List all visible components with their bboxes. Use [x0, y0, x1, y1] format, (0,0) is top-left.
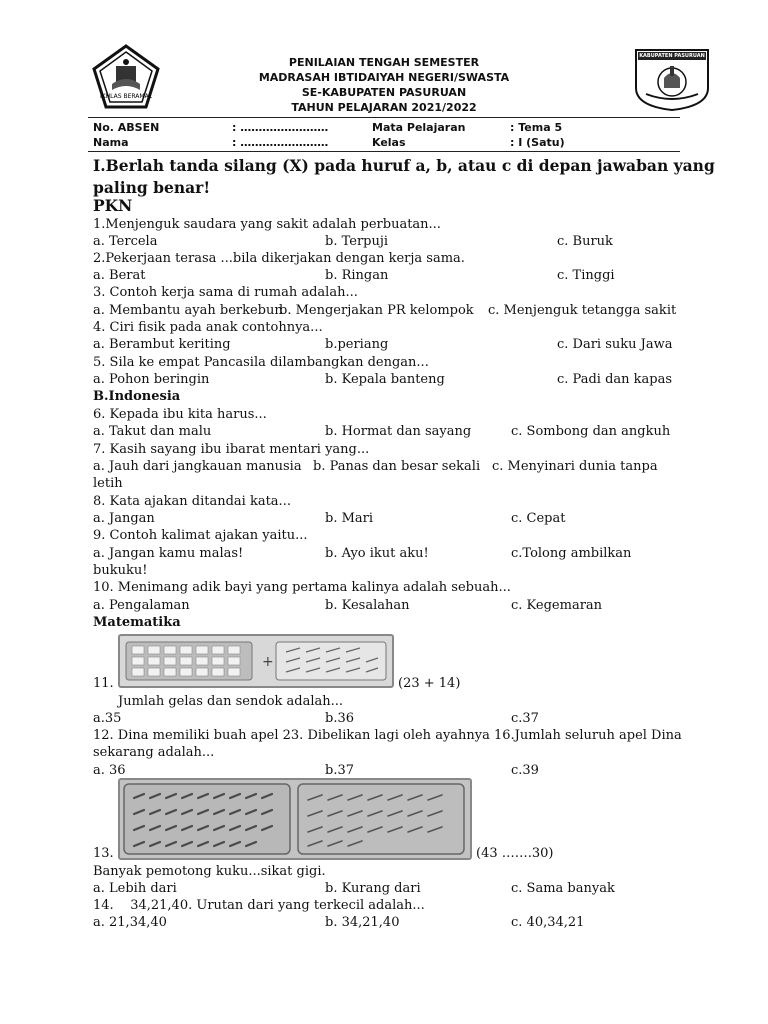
section-matematika: Matematika: [93, 615, 181, 630]
option-4c[interactable]: c. Dari suku Jawa: [557, 337, 673, 352]
option-7a[interactable]: a. Jauh dari jangkauan manusia: [93, 459, 302, 474]
svg-text:+: +: [262, 654, 274, 670]
header-line-3: SE-KABUPATEN PASURUAN: [301, 86, 467, 99]
option-3b[interactable]: b. Mengerjakan PR kelompok: [279, 303, 474, 318]
option-6a[interactable]: a. Takut dan malu: [93, 424, 212, 439]
header-line-2: MADRASAH IBTIDAIYAH NEGERI/SWASTA: [258, 71, 510, 84]
option-5a[interactable]: a. Pohon beringin: [93, 372, 210, 387]
option-1c[interactable]: c. Buruk: [557, 234, 613, 249]
option-3a[interactable]: a. Membantu ayah berkebun: [93, 303, 283, 318]
option-11a[interactable]: a.35: [93, 711, 122, 726]
option-1b[interactable]: b. Terpuji: [325, 234, 389, 249]
option-12b[interactable]: b.37: [325, 763, 354, 778]
option-1a[interactable]: a. Tercela: [93, 234, 158, 249]
svg-text:IKHLAS BERAMAL: IKHLAS BERAMAL: [99, 93, 153, 100]
nama-label: Nama: [93, 136, 129, 149]
option-10c[interactable]: c. Kegemaran: [511, 598, 603, 613]
question-14: 14. 34,21,40. Urutan dari yang terkecil adalah...: [93, 898, 425, 913]
kelas-label: Kelas: [372, 136, 406, 149]
option-14c[interactable]: c. 40,34,21: [511, 915, 585, 930]
option-9c[interactable]: c.Tolong ambilkan: [511, 546, 632, 561]
option-9b[interactable]: b. Ayo ikut aku!: [325, 546, 429, 561]
option-10a[interactable]: a. Pengalaman: [93, 598, 190, 613]
absen-label: No. ABSEN: [93, 121, 160, 134]
option-6b[interactable]: b. Hormat dan sayang: [325, 424, 472, 439]
option-13b[interactable]: b. Kurang dari: [325, 881, 421, 896]
option-2b[interactable]: b. Ringan: [325, 268, 389, 283]
question-12-continued: sekarang adalah...: [93, 745, 215, 760]
header-line-1: PENILAIAN TENGAH SEMESTER: [288, 56, 480, 69]
instruction-line-1: I.Berlah tanda silang (X) pada huruf a, b, atau c di depan jawaban yang: [93, 156, 715, 175]
option-4b[interactable]: b.periang: [325, 337, 389, 352]
question-13-expression: (43 …….30): [476, 846, 554, 861]
mapel-value: : Tema 5: [510, 121, 563, 134]
question-6: 6. Kepada ibu kita harus...: [93, 407, 267, 422]
mapel-label: Mata Pelajaran: [372, 121, 466, 134]
option-12a[interactable]: a. 36: [93, 763, 126, 778]
clippers-and-toothbrushes-image: [118, 778, 472, 860]
option-8c[interactable]: c. Cepat: [511, 511, 566, 526]
question-10: 10. Menimang adik bayi yang pertama kalinya adalah sebuah...: [93, 580, 511, 595]
option-14b[interactable]: b. 34,21,40: [325, 915, 400, 930]
option-9a[interactable]: a. Jangan kamu malas!: [93, 546, 244, 561]
option-8a[interactable]: a. Jangan: [93, 511, 155, 526]
question-13: Banyak pemotong kuku...sikat gigi.: [93, 864, 326, 879]
nama-value: : ……………………: [232, 136, 329, 149]
option-13a[interactable]: a. Lebih dari: [93, 881, 177, 896]
question-5: 5. Sila ke empat Pancasila dilambangkan dengan...: [93, 355, 429, 370]
option-14a[interactable]: a. 21,34,40: [93, 915, 167, 930]
option-12c[interactable]: c.39: [511, 763, 539, 778]
kabupaten-logo-text: KABUPATEN PASURUAN: [639, 53, 705, 59]
option-6c[interactable]: c. Sombong dan angkuh: [511, 424, 671, 439]
option-7b[interactable]: b. Panas dan besar sekali: [313, 459, 481, 474]
question-2: 2.Pekerjaan terasa ...bila dikerjakan dengan kerja sama.: [93, 251, 465, 266]
option-7c[interactable]: c. Menyinari dunia tanpa: [492, 459, 658, 474]
option-10b[interactable]: b. Kesalahan: [325, 598, 410, 613]
option-11c[interactable]: c.37: [511, 711, 539, 726]
option-3c[interactable]: c. Menjenguk tetangga sakit: [488, 303, 677, 318]
question-13-number: 13.: [93, 846, 114, 861]
option-8b[interactable]: b. Mari: [325, 511, 374, 526]
question-1: 1.Menjenguk saudara yang sakit adalah perbuatan...: [93, 217, 441, 232]
option-2c[interactable]: c. Tinggi: [557, 268, 615, 283]
question-12: 12. Dina memiliki buah apel 23. Dibelikan lagi oleh ayahnya 16.Jumlah seluruh apel Dina: [93, 728, 682, 743]
kelas-value: : I (Satu): [510, 136, 565, 149]
question-3: 3. Contoh kerja sama di rumah adalah...: [93, 285, 358, 300]
section-pkn: PKN: [93, 196, 133, 215]
option-4a[interactable]: a. Berambut keriting: [93, 337, 231, 352]
question-11-expression: (23 + 14): [398, 676, 461, 691]
option-13c[interactable]: c. Sama banyak: [511, 881, 615, 896]
question-11: Jumlah gelas dan sendok adalah...: [118, 694, 344, 709]
question-7: 7. Kasih sayang ibu ibarat mentari yang...: [93, 442, 370, 457]
option-9c-continued: bukuku!: [93, 563, 148, 578]
question-4: 4. Ciri fisik pada anak contohnya...: [93, 320, 323, 335]
section-bindo: B.Indonesia: [93, 389, 181, 404]
question-9: 9. Contoh kalimat ajakan yaitu...: [93, 528, 308, 543]
instruction-line-2: paling benar!: [93, 178, 211, 197]
option-2a[interactable]: a. Berat: [93, 268, 146, 283]
header-line-4: TAHUN PELAJARAN 2021/2022: [291, 101, 477, 114]
glasses-and-spoons-image: [118, 634, 394, 688]
option-7c-continued: letih: [93, 476, 123, 491]
question-8: 8. Kata ajakan ditandai kata...: [93, 494, 291, 509]
option-5c[interactable]: c. Padi dan kapas: [557, 372, 673, 387]
question-11-number: 11.: [93, 676, 114, 691]
option-11b[interactable]: b.36: [325, 711, 354, 726]
option-5b[interactable]: b. Kepala banteng: [325, 372, 445, 387]
absen-value: : ……………………: [232, 121, 329, 134]
header-rule-bottom: [88, 151, 680, 152]
header-rule-top: [88, 117, 680, 118]
